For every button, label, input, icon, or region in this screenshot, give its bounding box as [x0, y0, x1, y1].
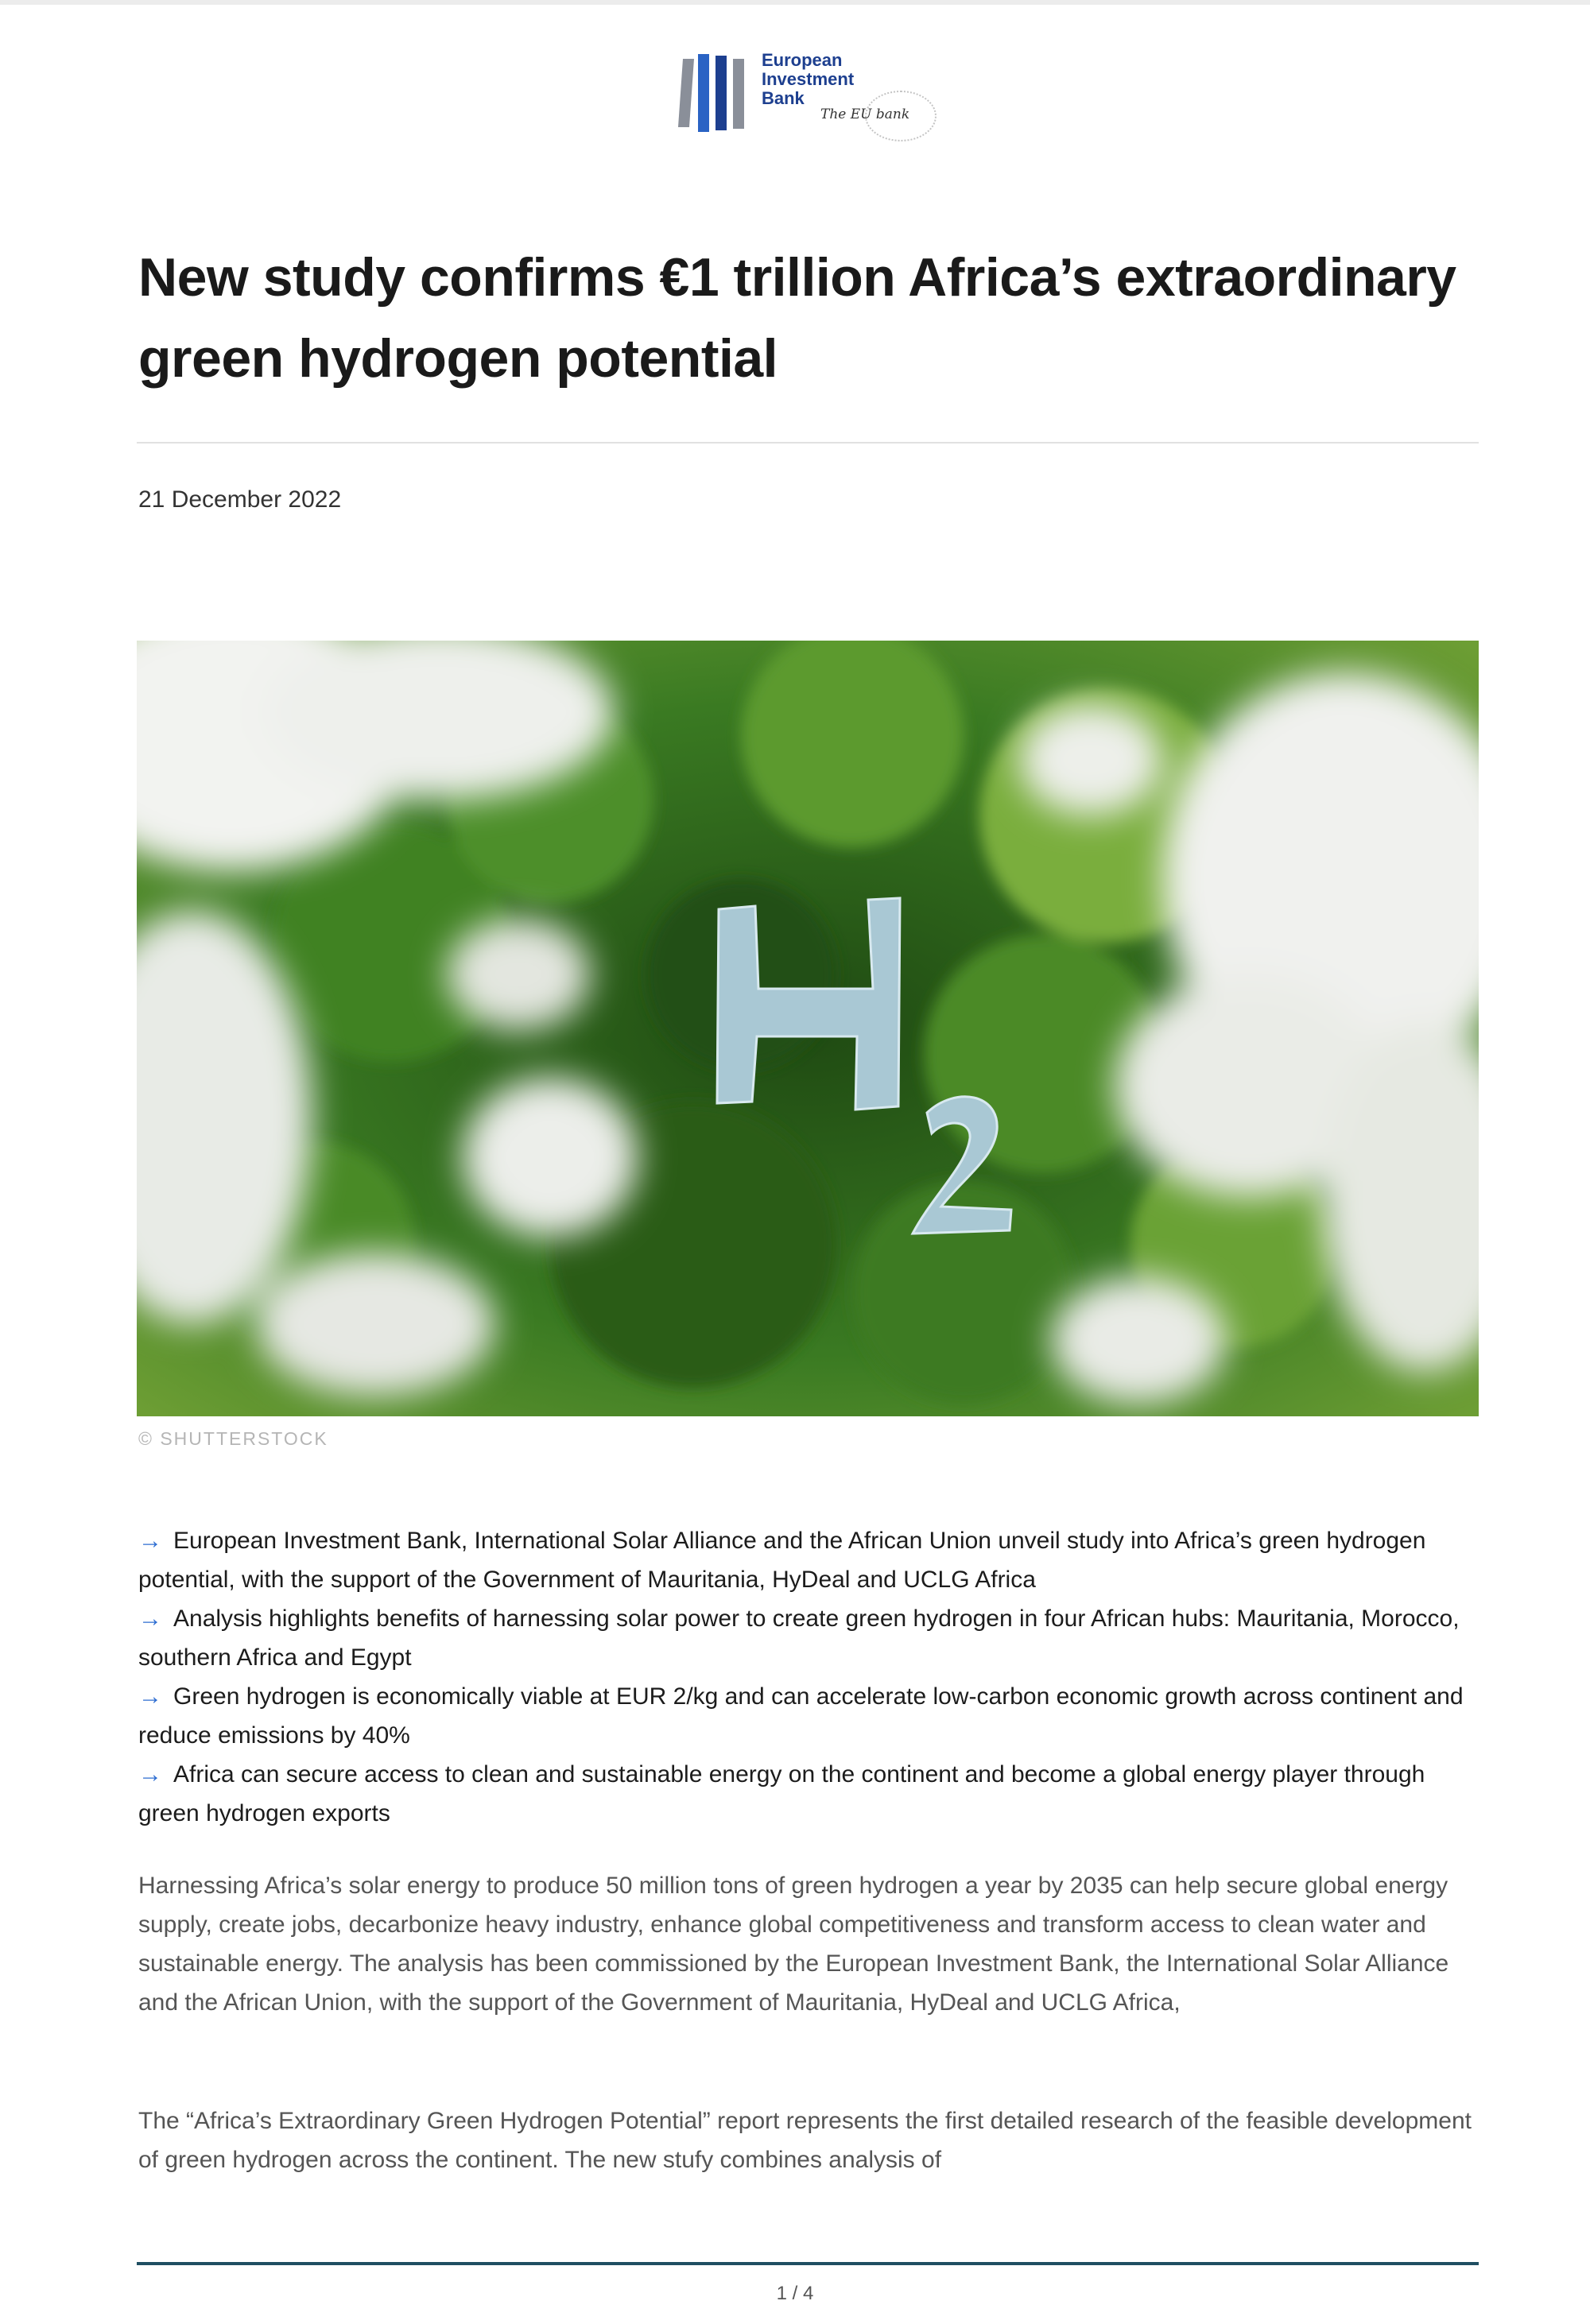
- eib-logo-bars-icon: [681, 54, 752, 134]
- article-date: 21 December 2022: [138, 486, 342, 513]
- highlight-text: European Investment Bank, International Solar Alliance and the African Union unveil study into Africa’s green hydrogen potential, with the support of the Government of Mauritania, HyDeal and UCLG Africa: [138, 1528, 1426, 1593]
- list-item: [138, 1755, 1490, 1833]
- page-indicator: 1 / 4: [776, 2283, 814, 2304]
- list-item: [138, 1521, 1490, 1599]
- list-item: [138, 1599, 1490, 1677]
- body-paragraph: The “Africa’s Extraordinary Green Hydrogen Potential” report represents the first detailed research of the feasible development of green hydrogen across the continent. The new stufy combines analysis of: [138, 2108, 1472, 2173]
- arrow-right-icon: →: [138, 1528, 162, 1554]
- highlight-text: Africa can secure access to clean and sustainable energy on the continent and become a global energy player through green hydrogen exports: [138, 1761, 1425, 1826]
- highlights-list: [138, 1521, 1490, 1833]
- body-paragraph: Harnessing Africa’s solar energy to produce 50 million tons of green hydrogen a year by 2035 can help secure global energy supply, create jobs, decarbonize heavy industry, enhance global competitiveness and transform access to clean water and sustainable energy. The analysis has been commissioned by the European Investment Bank, the International Solar Alliance and the African Union, with the support of the Government of Mauritania, HyDeal and UCLG Africa,: [138, 1873, 1449, 2016]
- top-edge: [0, 0, 1590, 5]
- eib-logo-tagline: The EU bank: [820, 107, 910, 122]
- arrow-right-icon: →: [138, 1605, 162, 1632]
- footer-divider: [137, 2262, 1479, 2265]
- list-item: [138, 1677, 1490, 1755]
- hero-image: [137, 641, 1479, 1416]
- eib-logo[interactable]: [681, 51, 943, 146]
- highlight-text: Green hydrogen is economically viable at EUR 2/kg and can accelerate low-carbon economic growth across continent and reduce emissions by 40%: [138, 1683, 1464, 1749]
- arrow-right-icon: →: [138, 1683, 162, 1710]
- article-title: New study confirms €1 trillion Africa’s extraordinary green hydrogen potential: [138, 247, 1456, 389]
- eib-logo-wordmark: European Investment Bank: [762, 50, 855, 108]
- image-credit: © SHUTTERSTOCK: [138, 1428, 328, 1449]
- arrow-right-icon: →: [138, 1761, 162, 1788]
- highlight-text: Analysis highlights benefits of harnessing solar power to create green hydrogen in four African hubs: Mauritania, Morocco, southern Africa and Egypt: [138, 1605, 1460, 1671]
- title-divider: [137, 442, 1479, 443]
